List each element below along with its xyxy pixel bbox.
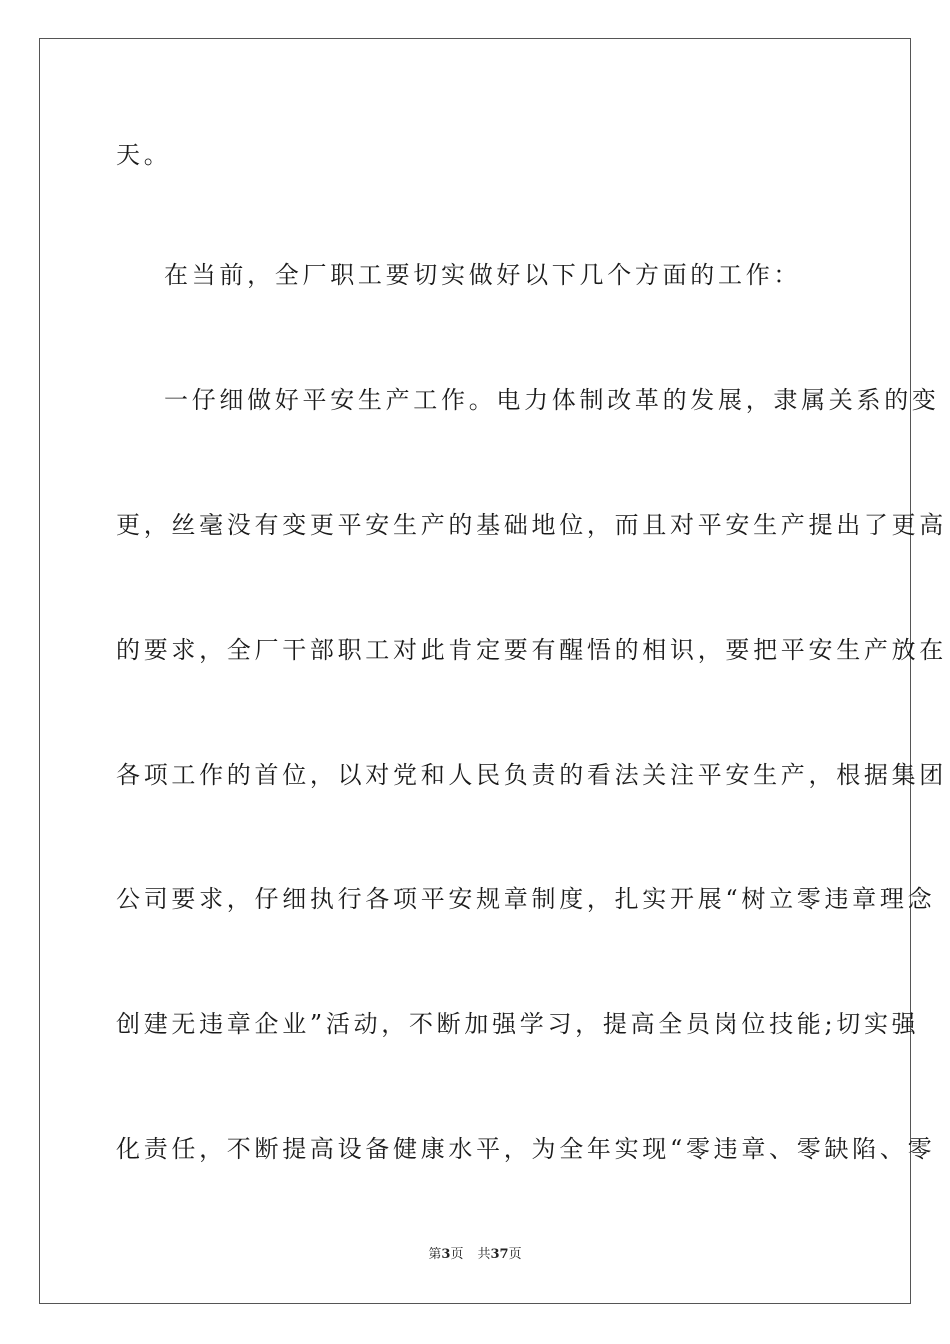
total-pages: 37 xyxy=(490,1247,509,1262)
page-suffix: 页 xyxy=(450,1247,464,1262)
body-line-5: 的要求，全厂干部职工对此肯定要有醒悟的相识，要把平安生产放在 xyxy=(116,636,947,664)
body-line-2: 在当前，全厂职工要切实做好以下几个方面的工作： xyxy=(164,261,802,289)
page-prefix: 第 xyxy=(428,1247,442,1262)
body-line-1: 天。 xyxy=(116,141,172,169)
body-line-6: 各项工作的首位，以对党和人民负责的看法关注平安生产，根据集团 xyxy=(116,761,947,789)
body-line-4: 更，丝毫没有变更平安生产的基础地位，而且对平安生产提出了更高 xyxy=(116,511,947,539)
page-number: 3 xyxy=(441,1247,451,1262)
page-footer xyxy=(0,1246,950,1264)
page-border xyxy=(39,38,947,1304)
body-line-7: 公司要求，仔细执行各项平安规章制度，扎实开展“树立零违章理念 xyxy=(116,885,936,913)
total-suffix: 页 xyxy=(508,1247,522,1262)
body-line-9: 化责任，不断提高设备健康水平，为全年实现“零违章、零缺陷、零 xyxy=(116,1135,936,1163)
body-line-3: 一仔细做好平安生产工作。电力体制改革的发展，隶属关系的变 xyxy=(164,386,940,414)
body-line-8: 创建无违章企业”活动，不断加强学习，提高全员岗位技能;切实强 xyxy=(116,1010,920,1038)
total-prefix: 共 xyxy=(477,1247,491,1262)
